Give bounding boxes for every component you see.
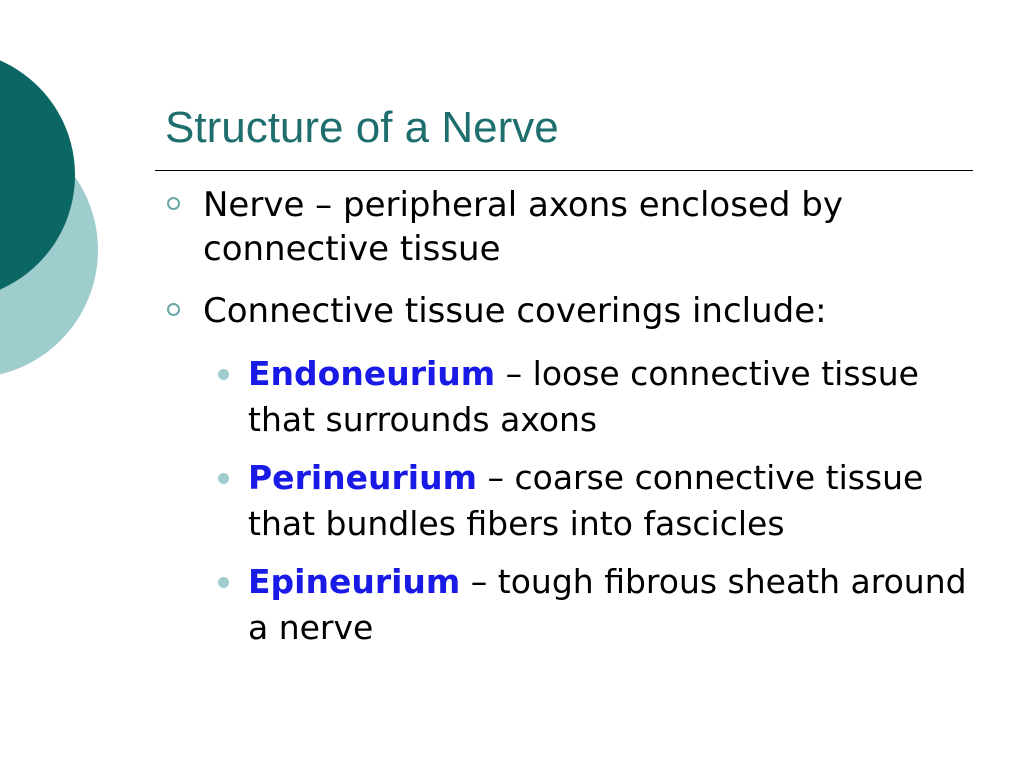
- filled-circle-bullet-icon: [218, 577, 229, 588]
- sub-bullet-epineurium: [210, 559, 975, 651]
- decorative-circles: [0, 0, 160, 420]
- hollow-circle-bullet-icon: [167, 197, 180, 210]
- definition-epineurium: – tough fibrous sheath around a nerve: [248, 562, 967, 647]
- slide-title: Structure of a Nerve: [165, 103, 559, 152]
- definition-endoneurium: – loose connective tissue that surrounds axons: [248, 354, 919, 439]
- term-epineurium: Epineurium: [248, 562, 461, 601]
- bullet-nerve: [165, 183, 975, 271]
- bullet-text: Nerve – peripheral axons enclosed by connective tissue: [203, 185, 843, 269]
- slide-body: [165, 183, 975, 663]
- filled-circle-bullet-icon: [218, 473, 229, 484]
- bullet-coverings: [165, 289, 975, 333]
- bullet-text: Connective tissue coverings include:: [203, 291, 827, 331]
- title-divider: [155, 170, 973, 171]
- sub-bullet-perineurium: [210, 455, 975, 547]
- hollow-circle-bullet-icon: [167, 303, 180, 316]
- term-endoneurium: Endoneurium: [248, 354, 496, 393]
- sub-bullet-endoneurium: [210, 351, 975, 443]
- filled-circle-bullet-icon: [218, 369, 229, 380]
- term-perineurium: Perineurium: [248, 458, 477, 497]
- definition-perineurium: – coarse connective tissue that bundles fibers into fascicles: [248, 458, 924, 543]
